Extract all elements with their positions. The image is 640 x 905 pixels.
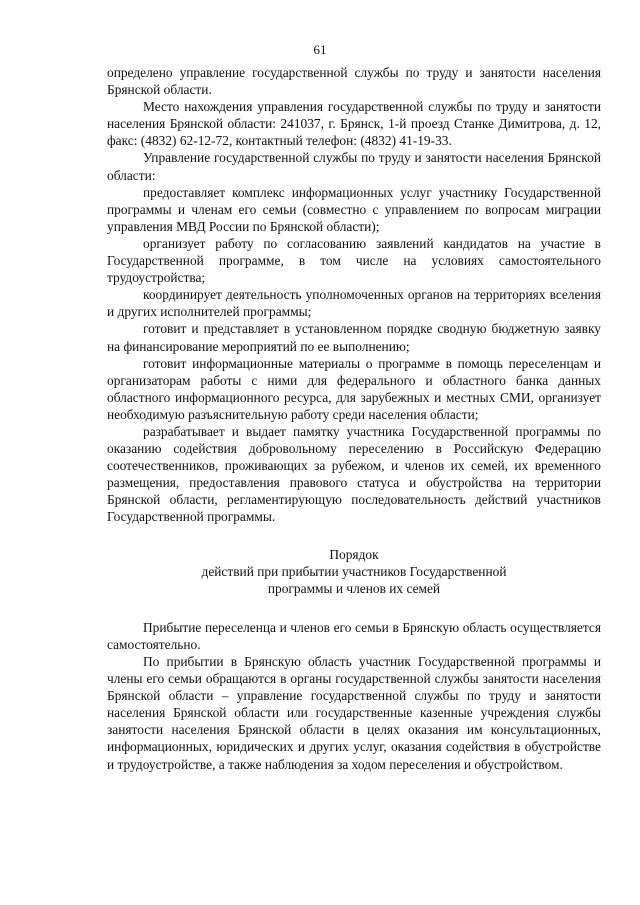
paragraph-duty-materials: готовит информационные материалы о программе в помощь переселенцам и организаторам работы с ними для федерального и областного банка данных областного информационного ресурса, для зарубежных и местных СМИ, организует необходимую разъяснительную работу среди населения области; [107,355,601,422]
heading-line: программы и членов их семей [267,580,441,596]
page-number: 61 [313,42,327,57]
paragraph-duty-coordination: координирует деятельность уполномоченных органов на территориях вселения и других исполнителей программы; [107,287,601,320]
paragraph-duty-applications: организует работу по согласованию заявлений кандидатов на участие в Государственной программе, в том числе на условиях самостоятельного трудоустройства; [107,235,601,286]
heading-line: действий при прибытии участников Государственной [201,563,507,579]
paragraph-duty-memo: разрабатывает и выдает памятку участника Государственной программы по оказанию содействия добровольному переселению в Российскую Федерацию соотечественников, проживающих за рубежом, и членов их семей, их временного размещения, предоставления правового статуса и обустройства на территории Брянской области, регламентирующую последовательность действий участников Государственной программы. [107,423,601,525]
heading-line: Порядок [329,546,379,562]
paragraph-duty-budget: готовит и представляет в установленном порядке сводную бюджетную заявку на финансирование мероприятий по ее выполнению; [107,321,601,354]
paragraph-after-arrival: По прибытии в Брянскую область участник Государственной программы и члены его семьи обращаются в органы государственной службы занятости населения Брянской области – управление государственной службы по труду и занятости населения Брянской области или государственные казенные учреждения службы занятости населения Брянской области в целях оказания им консультационных, информационных, юридических и других услуг, оказания содействия в обустройстве и трудоустройстве, а также наблюдения за ходом переселения и обустройством. [107,654,601,772]
paragraph-arrival: Прибытие переселенца и членов его семьи в Брянскую область осуществляется самостоятельно. [107,619,601,652]
paragraph-authority-intro: Управление государственной службы по труду и занятости населения Брянской области: [107,150,601,183]
paragraph-address: Место нахождения управления государственной службы по труду и занятости населения Брянской области: 241037, г. Брянск, 1-й проезд Станке Димитрова, д. 12, факс: (4832) 62-12-72, контактный телефон: (4832) 41-19-33. [107,99,601,149]
paragraph-continuation: определено управление государственной службы по труду и занятости населения Брянской области. [107,65,601,98]
document-body [107,64,601,773]
section-heading [107,546,601,597]
paragraph-duty-info-services: предоставляет комплекс информационных услуг участнику Государственной программы и членам его семьи (совместно с управлением по вопросам миграции управления МВД России по Брянской области); [107,184,601,234]
